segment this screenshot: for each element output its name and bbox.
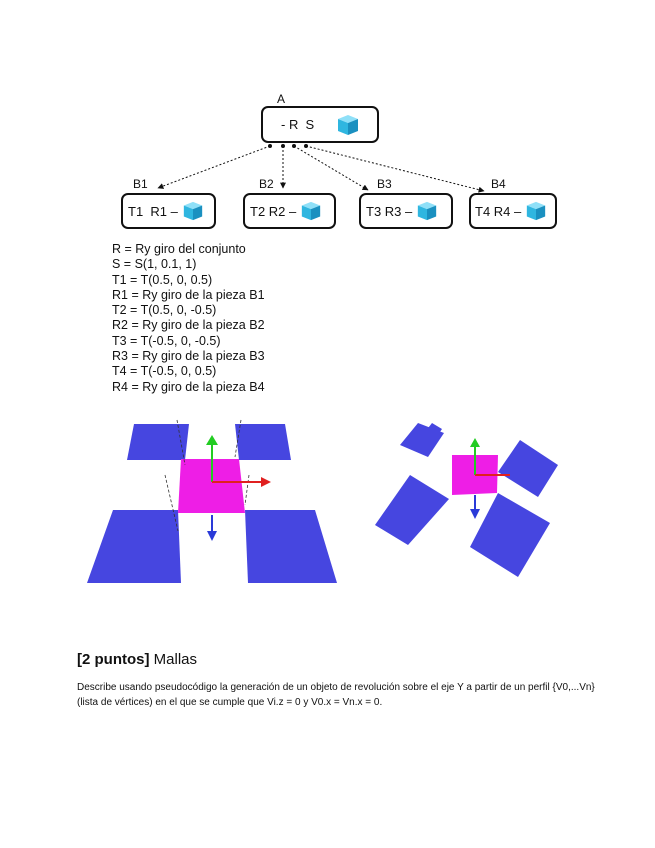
child-node-label-b3: T3 R3 – bbox=[366, 203, 413, 219]
definition-line: R2 = Ry giro de la pieza B2 bbox=[112, 318, 265, 333]
child-node-tag-b1: B1 bbox=[133, 177, 148, 191]
definition-line: T4 = T(-0.5, 0, 0.5) bbox=[112, 364, 217, 379]
cube-icon bbox=[416, 200, 438, 222]
definition-line: R3 = Ry giro de la pieza B3 bbox=[112, 349, 265, 364]
child-node-label-b1: T1 R1 – bbox=[128, 203, 178, 219]
section-heading bbox=[77, 651, 197, 668]
definition-line: T2 = T(0.5, 0, -0.5) bbox=[112, 303, 217, 318]
edge-a-b1 bbox=[158, 146, 270, 188]
render-rotated-view bbox=[370, 415, 570, 585]
piece-right bbox=[498, 440, 558, 497]
child-node-tag-b4: B4 bbox=[491, 177, 506, 191]
definition-line: R1 = Ry giro de la pieza B1 bbox=[112, 287, 265, 302]
child-node-b2 bbox=[243, 193, 336, 229]
piece-left bbox=[375, 475, 449, 545]
root-node bbox=[261, 106, 379, 143]
child-node-label-b2: T2 R2 – bbox=[250, 203, 297, 219]
definition-line: T1 = T(0.5, 0, 0.5) bbox=[112, 272, 213, 287]
section-text: Describe usando pseudocódigo la generación de un objeto de revolución sobre el eje Y a partir de un perfil {V0,...Vn} (lista de vértices) en el que se cumple que Vi.z = 0 y V0.x = Vn.x = 0. bbox=[77, 682, 595, 708]
cube-icon bbox=[300, 200, 322, 222]
root-node-label: - R S bbox=[281, 117, 315, 132]
piece-front-right bbox=[245, 510, 337, 583]
child-node-label-b4: T4 R4 – bbox=[475, 203, 522, 219]
render-front-view bbox=[85, 415, 345, 590]
piece-bottom-right bbox=[470, 493, 550, 577]
definition-line: R = Ry giro del conjunto bbox=[112, 242, 246, 256]
piece-front-left bbox=[87, 510, 181, 583]
definition-line: T3 = T(-0.5, 0, -0.5) bbox=[112, 333, 221, 348]
section-title: Mallas bbox=[153, 651, 198, 668]
cube-icon bbox=[525, 200, 547, 222]
child-node-b3 bbox=[359, 193, 453, 229]
section-points: [2 puntos] bbox=[77, 651, 150, 668]
piece-back-right bbox=[235, 424, 291, 460]
cube-icon bbox=[182, 200, 204, 222]
definitions-list bbox=[112, 242, 265, 395]
child-node-b1 bbox=[121, 193, 216, 229]
child-node-tag-b3: B3 bbox=[377, 177, 392, 191]
root-node-tag: A bbox=[277, 92, 286, 106]
child-node-tag-b2: B2 bbox=[259, 177, 274, 191]
piece-back-left bbox=[127, 424, 189, 460]
definition-line: R4 = Ry giro de la pieza B4 bbox=[112, 379, 265, 394]
definition-line: S = S(1, 0.1, 1) bbox=[112, 257, 197, 272]
cube-icon bbox=[336, 113, 360, 137]
child-node-b4 bbox=[469, 193, 557, 229]
